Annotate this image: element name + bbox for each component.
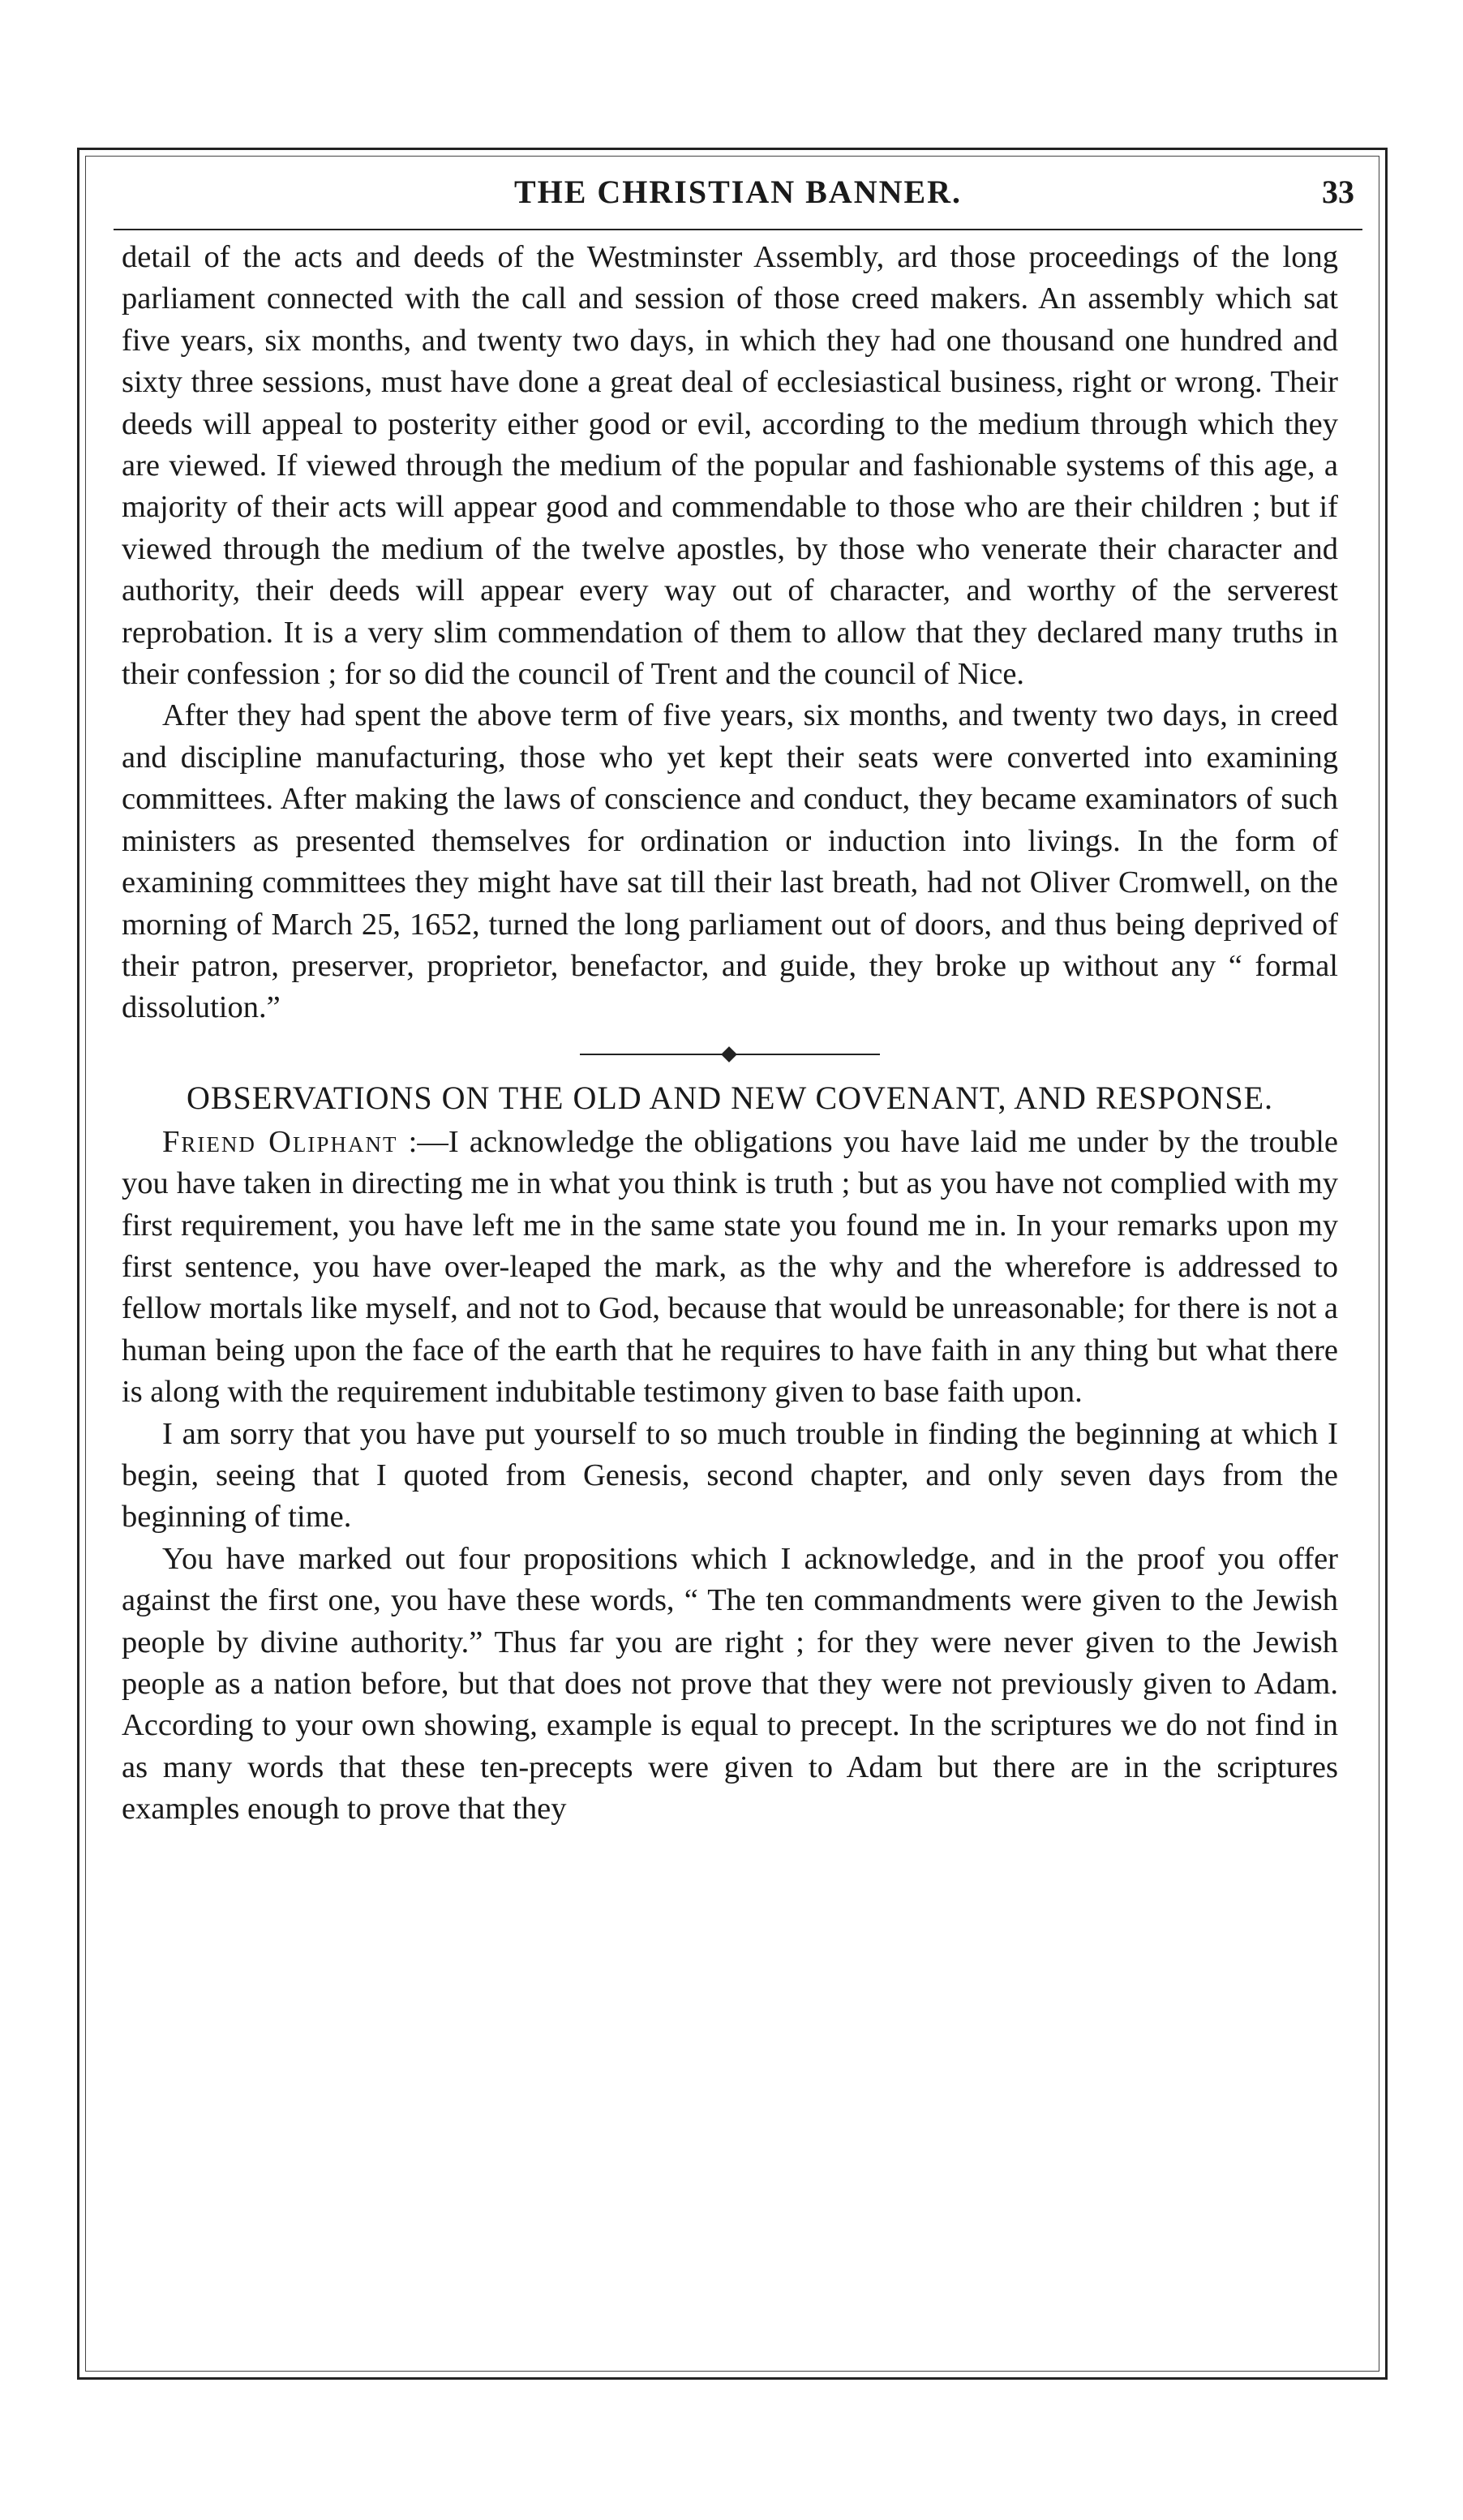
section-divider	[580, 1042, 880, 1067]
article2-paragraph-2: I am sorry that you have put yourself to so much trouble in finding the beginning at which I begin, seeing that I quoted from Genesis, second chapter, and only seven days from the beginning of time.	[122, 1416, 1338, 1535]
article2-paragraph-1	[122, 1122, 1338, 1414]
article1-paragraph-2: After they had spent the above term of five years, six months, and twenty two days, in creed and discipline manufacturing, those who yet kept their seats were converted into examining committees. After making the laws of conscience and conduct, they became examinators of such ministers as presented themselves for ordination or induction into livings. In the form of examining committees they might have sat till their last breath, had not Oliver Cromwell, on the morning of March 25, 1652, turned the long parliament out of doors, and thus being deprived of their patron, preserver, proprietor, benefactor, and guide, they broke up without any “ formal dissolution.”	[122, 698, 1338, 1025]
page-content	[122, 237, 1338, 1831]
article2-title: OBSERVATIONS ON THE OLD AND NEW COVENANT, AND RESPONSE.	[186, 1079, 1274, 1116]
running-head: THE CHRISTIAN BANNER.	[513, 174, 963, 210]
article2-paragraph-1-text: :—I acknowledge the obligations you have laid me under by the trouble you have taken in directing me in what you think is truth ; but as you have not complied with my first requirement, you have left me in the same state you found me in. In your remarks upon my first sentence, you have over-leaped the mark, as the why and the wherefore is addressed to fellow mortals like myself, and not to God, because that would be unreasonable; for there is not a human being upon the face of the earth that he requires to have faith in any thing but what there is along with the requirement indubitable testimony given to base faith upon.	[122, 1124, 1339, 1410]
article1-paragraph-1: detail of the acts and deeds of the Westminster Assembly, ard those proceedings of the long parliament connected with the call and session of those creed makers. An assembly which sat five years, six months, and twenty two days, in which they had one thousand one hundred and sixty three sessions, must have done a great deal of ecclesiastical business, right or wrong. Their deeds will appeal to posterity either good or evil, according to the medium through which they are viewed. If viewed through the medium of the popular and fashionable systems of this age, a majority of their acts will appear good and commendable to those who are their children ; but if viewed through the medium of the twelve apostles, by those who venerate their character and authority, their deeds will appear every way out of character, and worthy of the serverest reprobation. It is a very slim commendation of them to allow that they declared many truths in their confession ; for so did the council of Trent and the council of Nice.	[122, 240, 1338, 692]
page-header	[114, 166, 1362, 223]
salutation: Friend Oliphant	[162, 1124, 398, 1159]
header-rule	[114, 229, 1362, 230]
page-number: 33	[1322, 174, 1354, 210]
article2-paragraph-3: You have marked out four propositions which I acknowledge, and in the proof you offer against the first one, you have these words, “ The ten commandments were given to the Jewish people by divine authority.” Thus far you are right ; for they were never given to the Jewish people as a nation before, but that does not prove that they were not previously given to Adam. According to your own showing, example is equal to precept. In the scriptures we do not find in as many words that these ten-precepts were given to Adam but there are in the scriptures examples enough to prove that they	[122, 1541, 1338, 1827]
divider-diamond-icon	[721, 1046, 737, 1063]
